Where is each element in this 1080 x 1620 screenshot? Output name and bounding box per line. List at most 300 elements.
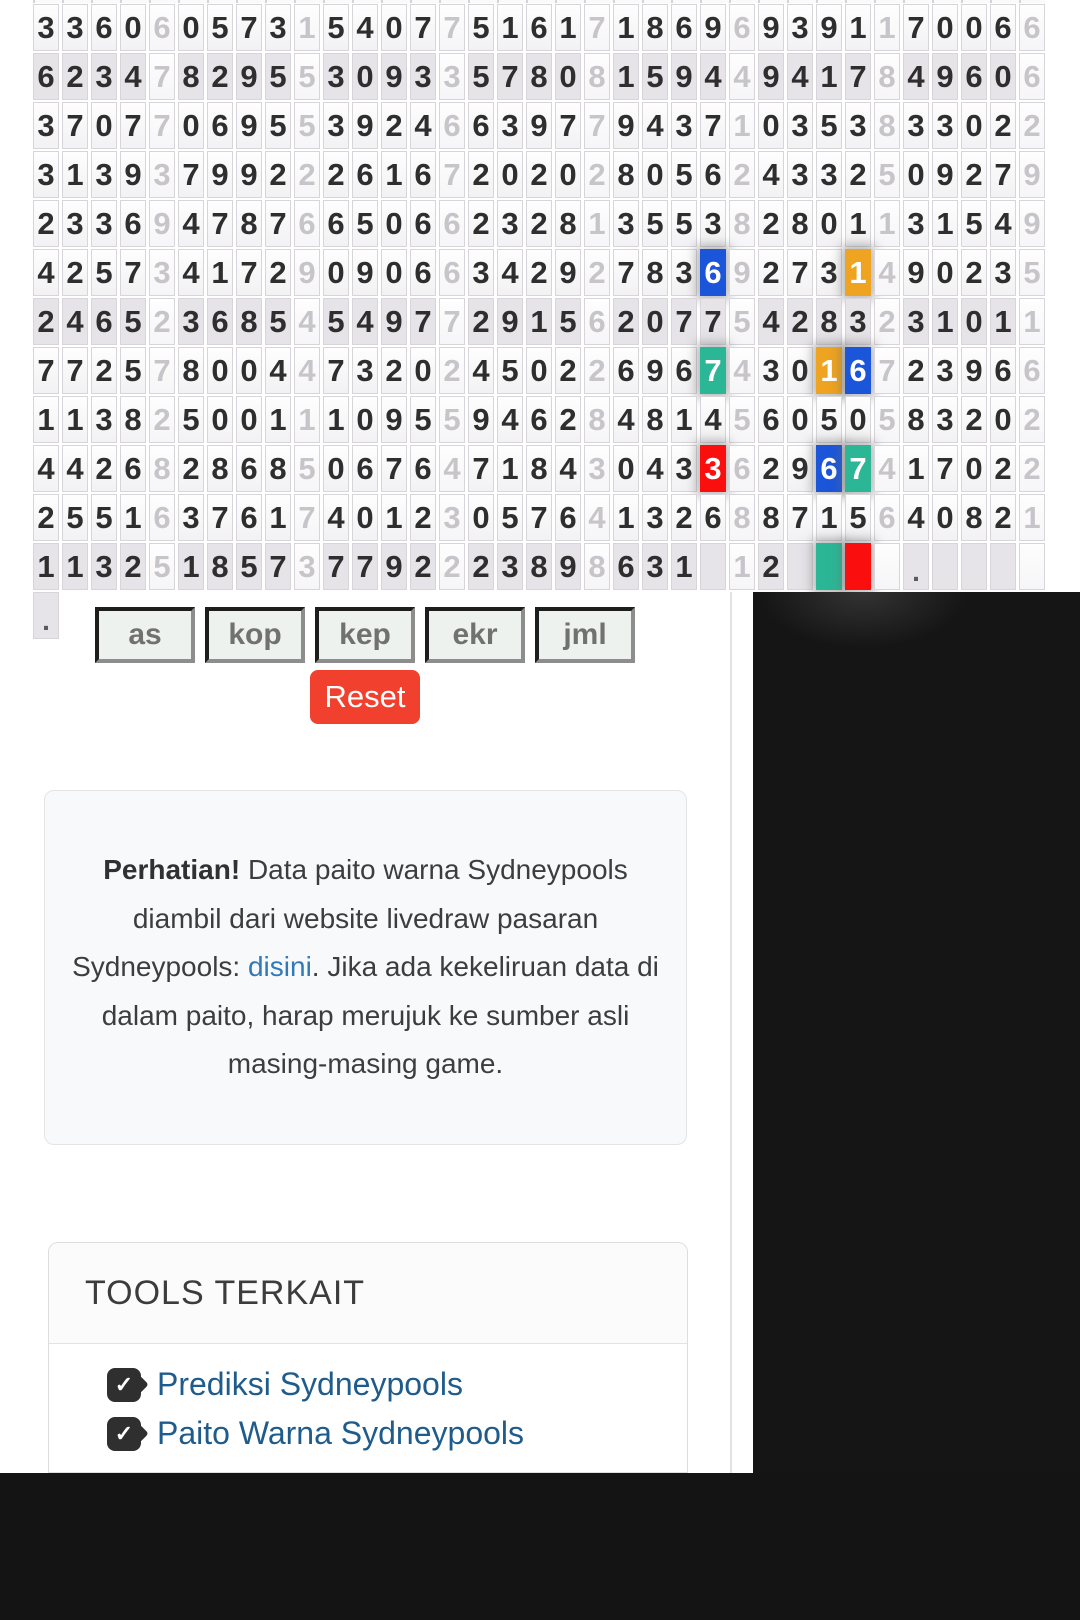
- grid-cell: 8: [642, 249, 668, 296]
- grid-cell: 9: [671, 53, 697, 100]
- grid-cell: 8: [236, 298, 262, 345]
- grid-cell: 2: [1019, 445, 1045, 492]
- grid-cell: 2: [265, 249, 291, 296]
- grid-cell: 6: [410, 249, 436, 296]
- grid-cell: 6: [671, 4, 697, 51]
- grid-cell: 7: [62, 347, 88, 394]
- grid-cell: 7: [439, 298, 465, 345]
- grid-cell: 6: [410, 151, 436, 198]
- grid-cell: 1: [816, 494, 842, 541]
- grid-cell: 0: [352, 396, 378, 443]
- grid-cell: 1: [120, 494, 146, 541]
- grid-cell: 0: [961, 102, 987, 149]
- grid-cell: 9: [758, 53, 784, 100]
- grid-cell: 9: [1019, 200, 1045, 247]
- grid-top-strip: [33, 0, 1045, 3]
- grid-cell: 0: [91, 102, 117, 149]
- grid-cell: 1: [62, 151, 88, 198]
- grid-cell: 0: [381, 200, 407, 247]
- grid-cell: 2: [62, 53, 88, 100]
- grid-cell: 2: [439, 543, 465, 590]
- notice-line: Sydneypools: disini. Jika ada kekeliruan data di: [72, 951, 659, 982]
- grid-cell-orange: 1: [816, 347, 842, 394]
- grid-cell: 1: [613, 494, 639, 541]
- grid-cell: 2: [845, 151, 871, 198]
- reset-button[interactable]: Reset: [310, 670, 420, 724]
- filter-button-kep[interactable]: kep: [315, 607, 415, 663]
- check-square-icon: ✓: [107, 1368, 141, 1402]
- grid-cell: 1: [874, 4, 900, 51]
- grid-cell: 9: [236, 53, 262, 100]
- grid-cell: 1: [1019, 298, 1045, 345]
- check-square-icon: ✓: [107, 1417, 141, 1451]
- grid-cell: 6: [91, 298, 117, 345]
- grid-cell-blue: 6: [845, 347, 871, 394]
- grid-cell: 1: [729, 102, 755, 149]
- grid-cell: 3: [700, 200, 726, 247]
- grid-cell: 1: [294, 4, 320, 51]
- grid-cell: .: [903, 543, 929, 590]
- grid-cell: 5: [729, 298, 755, 345]
- grid-cell: 6: [323, 200, 349, 247]
- grid-cell: 4: [294, 298, 320, 345]
- grid-cell: 1: [497, 4, 523, 51]
- grid-cell: 8: [120, 396, 146, 443]
- grid-cell: 3: [787, 102, 813, 149]
- content-right-border: [730, 592, 732, 1473]
- grid-cell: 5: [874, 396, 900, 443]
- grid-cell: 2: [468, 151, 494, 198]
- grid-cell: 3: [642, 543, 668, 590]
- grid-cell: 5: [497, 494, 523, 541]
- grid-cell: 3: [33, 151, 59, 198]
- grid-cell: 5: [91, 494, 117, 541]
- grid-cell: 7: [265, 543, 291, 590]
- grid-cell: 7: [787, 494, 813, 541]
- notice-line: Perhatian! Data paito warna Sydneypools: [103, 854, 628, 885]
- grid-cell: 4: [497, 396, 523, 443]
- grid-cell: 2: [149, 298, 175, 345]
- grid-cell: 8: [874, 102, 900, 149]
- grid-cell: 3: [671, 445, 697, 492]
- grid-cell-teal: 7: [845, 445, 871, 492]
- grid-cell: 3: [62, 4, 88, 51]
- grid-cell: 2: [468, 298, 494, 345]
- grid-cell: 9: [120, 151, 146, 198]
- grid-cell: 3: [758, 347, 784, 394]
- grid-cell: 0: [845, 396, 871, 443]
- grid-cell: 9: [294, 249, 320, 296]
- grid-cell: 7: [990, 151, 1016, 198]
- grid-cell: 1: [932, 200, 958, 247]
- grid-cell: 9: [381, 396, 407, 443]
- grid-cell: 2: [149, 396, 175, 443]
- grid-cell: 2: [1019, 102, 1045, 149]
- grid-cell: 4: [758, 298, 784, 345]
- grid-cell: 8: [207, 543, 233, 590]
- grid-cell: 5: [178, 396, 204, 443]
- grid-cell: 4: [787, 53, 813, 100]
- grid-cell: 7: [613, 249, 639, 296]
- grid-cell: 0: [787, 347, 813, 394]
- grid-cell: 3: [33, 4, 59, 51]
- grid-cell: 8: [642, 396, 668, 443]
- grid-cell: 8: [642, 4, 668, 51]
- grid-cell: 7: [497, 53, 523, 100]
- grid-cell: 9: [207, 151, 233, 198]
- grid-cell: 5: [468, 4, 494, 51]
- grid-cell: 3: [33, 102, 59, 149]
- grid-cell: 0: [990, 53, 1016, 100]
- notice-line: diambil dari website livedraw pasaran: [132, 902, 599, 934]
- filter-button-as[interactable]: as: [95, 607, 195, 663]
- grid-cell: 8: [236, 200, 262, 247]
- grid-cell: 1: [381, 494, 407, 541]
- grid-cell: 4: [178, 200, 204, 247]
- grid-cell: 5: [845, 494, 871, 541]
- grid-cell: 7: [584, 4, 610, 51]
- grid-cell: 3: [787, 151, 813, 198]
- grid-cell: 8: [903, 396, 929, 443]
- grid-cell: 1: [62, 543, 88, 590]
- grid-cell: 3: [845, 102, 871, 149]
- grid-cell: 4: [120, 53, 146, 100]
- grid-cell: 6: [352, 151, 378, 198]
- grid-cell: 2: [381, 102, 407, 149]
- filter-button-jml[interactable]: jml: [535, 607, 635, 663]
- grid-cell: 7: [236, 249, 262, 296]
- grid-cell: 2: [468, 200, 494, 247]
- grid-cell: 5: [149, 543, 175, 590]
- grid-cell: 7: [149, 347, 175, 394]
- grid-cell: 5: [439, 396, 465, 443]
- grid-cell: 7: [845, 53, 871, 100]
- grid-cell: 2: [120, 543, 146, 590]
- grid-cell: 1: [497, 445, 523, 492]
- grid-cell: 5: [497, 347, 523, 394]
- grid-cell: 1: [178, 543, 204, 590]
- grid-cell: 4: [410, 102, 436, 149]
- grid-cell: 2: [874, 298, 900, 345]
- grid-cell: 1: [990, 298, 1016, 345]
- grid-cell: 3: [439, 494, 465, 541]
- grid-cell: 6: [613, 347, 639, 394]
- grid-cell: 9: [613, 102, 639, 149]
- grid-cell: 3: [816, 151, 842, 198]
- grid-cell: 1: [526, 298, 552, 345]
- grid-cell: 5: [294, 102, 320, 149]
- grid-cell: 6: [439, 102, 465, 149]
- grid-cell: 4: [990, 200, 1016, 247]
- grid-cell: 8: [265, 445, 291, 492]
- grid-cell: 1: [294, 396, 320, 443]
- grid-cell: 4: [265, 347, 291, 394]
- grid-cell: 3: [178, 298, 204, 345]
- grid-cell: 0: [236, 347, 262, 394]
- grid-cell: 2: [758, 249, 784, 296]
- tool-link[interactable]: Prediksi Sydneypools: [157, 1366, 463, 1402]
- grid-cell: 4: [33, 445, 59, 492]
- grid-cell: 6: [961, 53, 987, 100]
- grid-cell: 4: [729, 53, 755, 100]
- grid-cell: 5: [91, 249, 117, 296]
- grid-cell: 2: [729, 151, 755, 198]
- grid-cell: 4: [497, 249, 523, 296]
- grid-cell: 2: [1019, 396, 1045, 443]
- grid-cell: 8: [816, 298, 842, 345]
- grid-cell: 1: [584, 200, 610, 247]
- grid-cell: 9: [816, 4, 842, 51]
- grid-cell: 3: [265, 4, 291, 51]
- tools-list: [49, 1344, 687, 1458]
- grid-cell: 3: [932, 396, 958, 443]
- grid-cell: 7: [352, 543, 378, 590]
- grid-cell: 2: [961, 249, 987, 296]
- grid-cell: 3: [91, 151, 117, 198]
- grid-cell: 3: [149, 151, 175, 198]
- grid-cell: 2: [555, 347, 581, 394]
- grid-cell: 9: [903, 249, 929, 296]
- grid-cell: 1: [33, 396, 59, 443]
- grid-cell: 9: [932, 53, 958, 100]
- grid-cell: 4: [62, 298, 88, 345]
- grid-cell: 3: [932, 347, 958, 394]
- grid-cell: 1: [845, 200, 871, 247]
- grid-cell: 8: [584, 53, 610, 100]
- grid-cell: 6: [671, 347, 697, 394]
- grid-cell: 9: [642, 347, 668, 394]
- grid-cell: [874, 543, 900, 590]
- grid-cell: 2: [381, 347, 407, 394]
- paito-grid: [33, 4, 1045, 639]
- grid-cell: 6: [1019, 53, 1045, 100]
- grid-cell: 9: [932, 151, 958, 198]
- grid-cell: 4: [352, 298, 378, 345]
- grid-cell: 5: [207, 4, 233, 51]
- grid-cell: 6: [526, 396, 552, 443]
- grid-cell-teal: 7: [700, 347, 726, 394]
- grid-cell: 0: [381, 4, 407, 51]
- grid-cell: 1: [1019, 494, 1045, 541]
- grid-cell: 6: [990, 347, 1016, 394]
- grid-cell: 4: [613, 396, 639, 443]
- grid-cell: 9: [555, 249, 581, 296]
- disini-link[interactable]: disini: [247, 951, 312, 982]
- grid-cell: 8: [555, 200, 581, 247]
- grid-cell: 0: [932, 4, 958, 51]
- grid-cell: 2: [584, 347, 610, 394]
- grid-cell: 0: [178, 4, 204, 51]
- grid-cell: 9: [381, 543, 407, 590]
- grid-cell: [1019, 543, 1045, 590]
- grid-cell: 0: [961, 298, 987, 345]
- grid-cell: 2: [961, 396, 987, 443]
- grid-cell: 0: [236, 396, 262, 443]
- grid-cell: 6: [149, 494, 175, 541]
- grid-cell: 0: [410, 347, 436, 394]
- grid-cell: 5: [468, 53, 494, 100]
- grid-cell: 6: [236, 445, 262, 492]
- grid-cell: 8: [758, 494, 784, 541]
- grid-cell: 4: [642, 102, 668, 149]
- grid-cell: 6: [439, 249, 465, 296]
- grid-cell: 5: [642, 200, 668, 247]
- grid-cell: 6: [700, 494, 726, 541]
- grid-cell: 7: [439, 4, 465, 51]
- grid-cell: 2: [990, 102, 1016, 149]
- grid-cell: 8: [874, 53, 900, 100]
- grid-cell: 6: [352, 445, 378, 492]
- grid-cell: 3: [62, 200, 88, 247]
- grid-cell: 9: [497, 298, 523, 345]
- grid-cell: 7: [149, 102, 175, 149]
- grid-cell: 5: [729, 396, 755, 443]
- grid-cell: 1: [33, 543, 59, 590]
- grid-cell: 3: [816, 249, 842, 296]
- grid-cell: 6: [758, 396, 784, 443]
- grid-cell: 0: [555, 151, 581, 198]
- grid-cell: 6: [729, 445, 755, 492]
- notice-line: masing-masing game.: [227, 1048, 504, 1079]
- grid-cell: 4: [700, 53, 726, 100]
- grid-cell: 5: [294, 53, 320, 100]
- grid-cell: 3: [903, 102, 929, 149]
- grid-cell-orange: 1: [845, 249, 871, 296]
- grid-cell: 4: [555, 445, 581, 492]
- grid-cell: 1: [555, 4, 581, 51]
- grid-cell: 5: [671, 200, 697, 247]
- grid-cell: 5: [352, 200, 378, 247]
- grid-cell: 0: [323, 445, 349, 492]
- grid-cell: 4: [352, 4, 378, 51]
- grid-cell: 4: [439, 445, 465, 492]
- grid-cell: 0: [555, 53, 581, 100]
- grid-cell: 5: [671, 151, 697, 198]
- grid-cell: 3: [671, 249, 697, 296]
- grid-cell: 0: [932, 494, 958, 541]
- grid-cell: 7: [671, 298, 697, 345]
- grid-cell: 6: [439, 200, 465, 247]
- grid-cell: 6: [555, 494, 581, 541]
- grid-cell: 2: [323, 151, 349, 198]
- grid-cell: 0: [642, 151, 668, 198]
- notice-box: [44, 790, 687, 1145]
- grid-cell: 1: [903, 445, 929, 492]
- grid-cell: 0: [961, 4, 987, 51]
- grid-cell: 3: [352, 347, 378, 394]
- grid-cell: 0: [207, 396, 233, 443]
- grid-cell: 8: [178, 53, 204, 100]
- grid-cell: 9: [352, 102, 378, 149]
- grid-cell: 0: [120, 4, 146, 51]
- grid-cell: 5: [323, 4, 349, 51]
- grid-cell: 0: [352, 494, 378, 541]
- grid-cell: 3: [497, 543, 523, 590]
- grid-cell: 3: [903, 298, 929, 345]
- grid-cell: 0: [932, 249, 958, 296]
- grid-cell: 4: [758, 151, 784, 198]
- grid-cell: 3: [323, 102, 349, 149]
- grid-cell: 3: [91, 396, 117, 443]
- tool-link[interactable]: Paito Warna Sydneypools: [157, 1415, 525, 1451]
- grid-cell: 1: [671, 543, 697, 590]
- grid-cell: 3: [91, 53, 117, 100]
- grid-cell: 9: [555, 543, 581, 590]
- grid-cell: 3: [642, 494, 668, 541]
- grid-cell: 4: [903, 494, 929, 541]
- grid-cell: 6: [700, 151, 726, 198]
- grid-cell: 0: [758, 102, 784, 149]
- grid-cell: 2: [787, 298, 813, 345]
- grid-cell: 0: [323, 249, 349, 296]
- grid-cell: 7: [555, 102, 581, 149]
- grid-cell: 7: [903, 4, 929, 51]
- grid-cell: 1: [381, 151, 407, 198]
- grid-cell: 1: [932, 298, 958, 345]
- grid-cell: [932, 543, 958, 590]
- grid-cell: 6: [410, 445, 436, 492]
- tools-card-title: TOOLS TERKAIT: [49, 1243, 687, 1344]
- grid-cell: 3: [613, 200, 639, 247]
- grid-cell: 9: [729, 249, 755, 296]
- grid-cell: 3: [149, 249, 175, 296]
- grid-cell: 6: [236, 494, 262, 541]
- grid-cell: 6: [1019, 347, 1045, 394]
- grid-cell: 3: [497, 200, 523, 247]
- android-navbar: [0, 1473, 1080, 1620]
- grid-cell: 2: [91, 347, 117, 394]
- grid-cell: [700, 543, 726, 590]
- grid-cell: 6: [207, 102, 233, 149]
- grid-cell: 6: [120, 445, 146, 492]
- grid-cell: 0: [816, 200, 842, 247]
- grid-cell: 2: [178, 445, 204, 492]
- grid-cell: 7: [62, 102, 88, 149]
- grid-cell: 5: [294, 445, 320, 492]
- grid-cell: 5: [265, 298, 291, 345]
- filter-button-ekr[interactable]: ekr: [425, 607, 525, 663]
- grid-cell: .: [33, 592, 59, 639]
- grid-cell: 6: [613, 543, 639, 590]
- grid-cell: 3: [671, 102, 697, 149]
- grid-cell: 3: [323, 53, 349, 100]
- filter-button-kop[interactable]: kop: [205, 607, 305, 663]
- grid-cell: 6: [874, 494, 900, 541]
- grid-cell: 4: [729, 347, 755, 394]
- grid-cell: 4: [584, 494, 610, 541]
- grid-cell: 2: [410, 543, 436, 590]
- grid-cell: 9: [381, 298, 407, 345]
- grid-cell: 0: [642, 298, 668, 345]
- tools-card: [48, 1242, 688, 1473]
- grid-cell: 8: [178, 347, 204, 394]
- grid-cell: 2: [584, 151, 610, 198]
- grid-cell: 3: [990, 249, 1016, 296]
- grid-cell: 8: [729, 494, 755, 541]
- grid-cell: 6: [149, 4, 175, 51]
- grid-cell: 1: [62, 396, 88, 443]
- grid-cell: 6: [33, 53, 59, 100]
- grid-cell: 0: [961, 445, 987, 492]
- grid-cell: 8: [149, 445, 175, 492]
- grid-cell: 2: [990, 445, 1016, 492]
- grid-cell-red: 3: [700, 445, 726, 492]
- grid-cell: 9: [468, 396, 494, 443]
- grid-cell: 3: [294, 543, 320, 590]
- grid-cell: 1: [265, 396, 291, 443]
- grid-cell: 0: [787, 396, 813, 443]
- grid-cell: 6: [468, 102, 494, 149]
